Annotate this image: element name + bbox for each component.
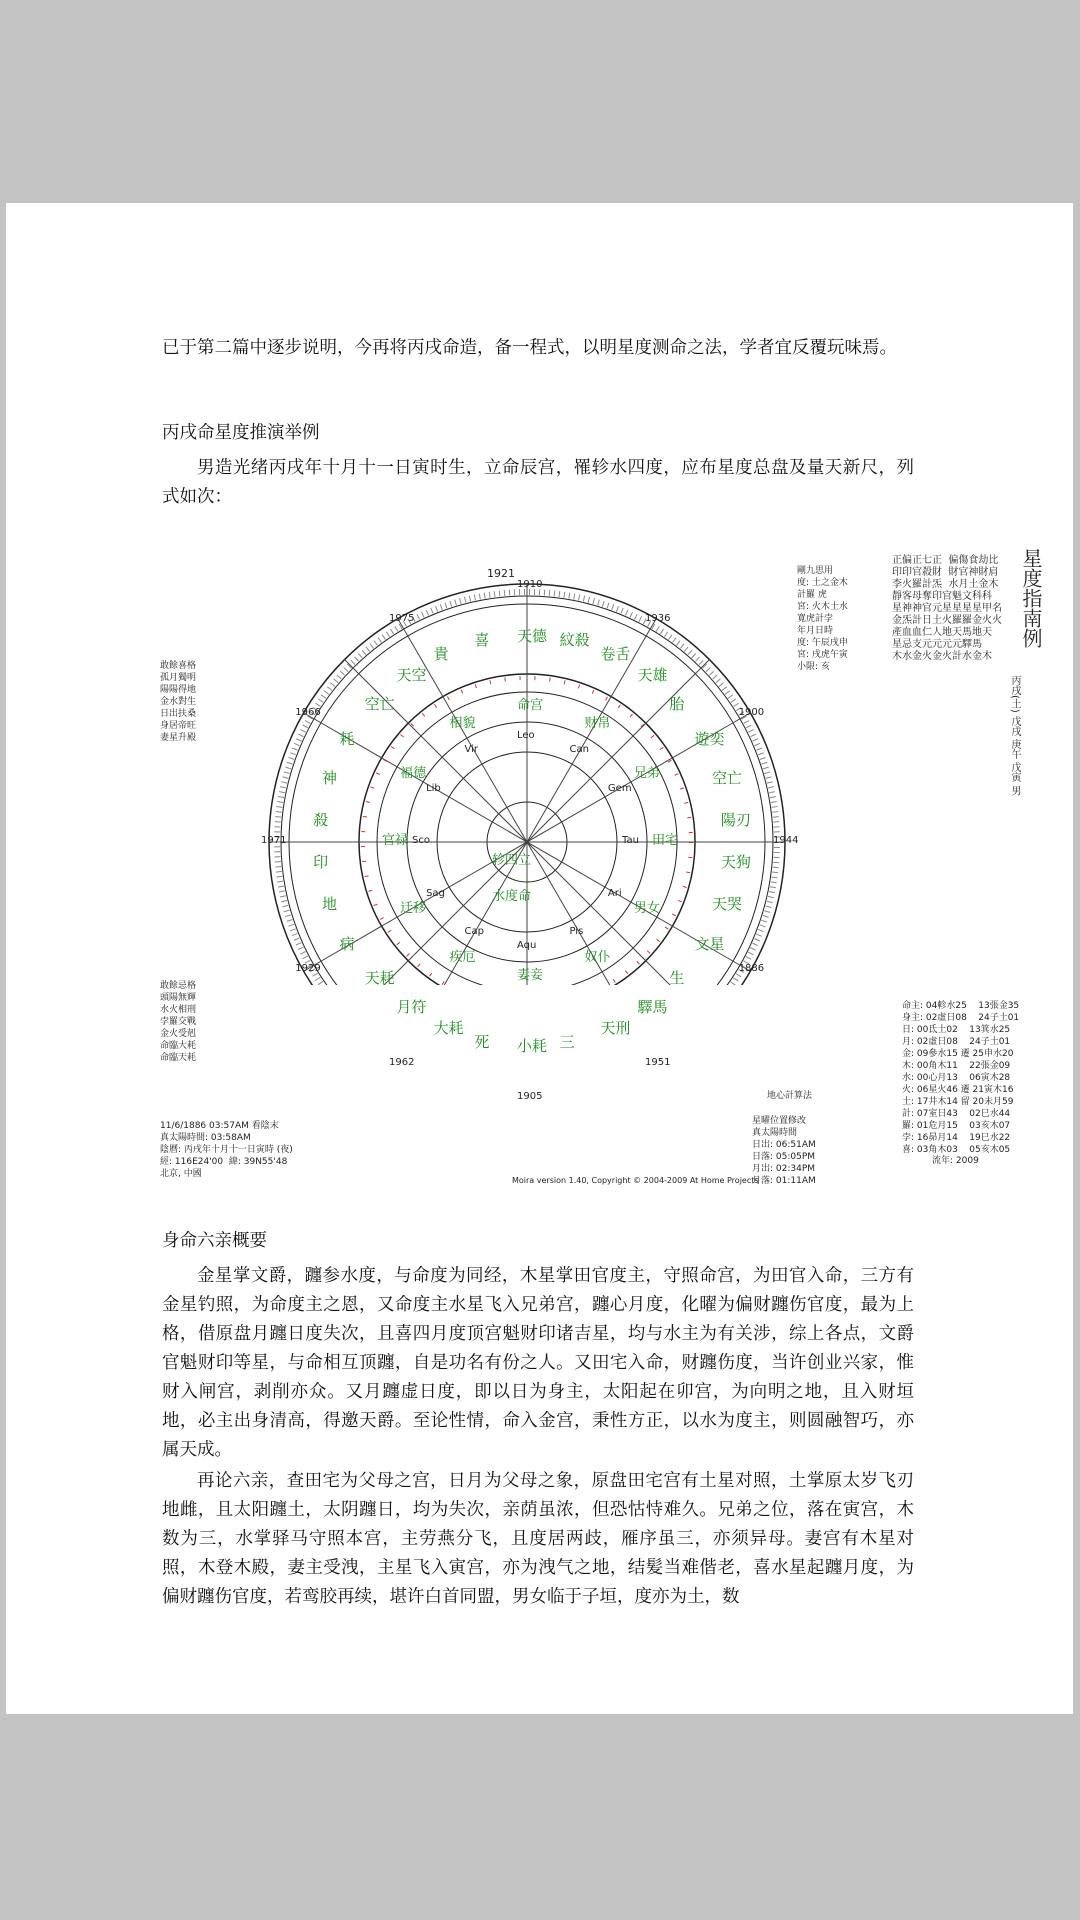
star-label: 小耗 — [517, 1037, 548, 1055]
star-label: 遊奕 — [694, 729, 725, 748]
star-label: 卷舌 — [600, 644, 631, 663]
sign-label: Sco — [412, 835, 430, 846]
star-label: 天耗 — [364, 969, 395, 988]
star-label: 耗 — [339, 729, 355, 748]
house-label: 兄弟 — [633, 765, 660, 781]
house-label: 妻妾 — [517, 968, 544, 983]
sign-label: Can — [569, 744, 589, 756]
house-label: 迁移 — [400, 900, 427, 916]
year-tick-label: 1962 — [389, 1056, 415, 1068]
left-notes-bad: 敢餘忌格 頭陽無輝 水火相刑 孛羅交戰 金火受剋 命臨大耗 命臨天耗 — [160, 981, 197, 1063]
section2-block — [162, 1227, 914, 1612]
star-label: 月符 — [396, 997, 427, 1016]
star-label: 天刑 — [600, 1019, 631, 1038]
year-tick-label: 1936 — [645, 613, 671, 625]
star-label: 文星 — [694, 934, 725, 953]
intro-paragraph: 已于第二篇中逐步说明，今再将丙戌命造，备一程式，以明星度测命之法，学者宜反覆玩味焉。 — [162, 338, 897, 358]
house-label: 疾厄 — [449, 949, 476, 965]
sign-label: Lib — [426, 782, 441, 794]
credit-line: Moira version 1.40, Copyright © 2004-2009 At Home Projects — [512, 1176, 759, 1185]
house-label: 田宅 — [652, 833, 679, 848]
sign-label: Tau — [622, 835, 639, 846]
star-label: 喜 — [474, 631, 490, 650]
earth-calc: 地心計算法 — [767, 1091, 813, 1101]
section1-body: 男造光绪丙戌年十月十一日寅时生，立命辰宫，罹轸水四度，应布星度总盘及量天新尺，列式如次： — [162, 458, 914, 507]
house-label: 奴仆 — [584, 949, 611, 965]
star-label: 胎 — [669, 694, 685, 713]
sun-moon-times: 星曜位置修改 真太陽時間 日出: 06:51AM 日落: 05:05PM 月出: 02:34PM 月落: 01:11AM — [752, 1116, 816, 1186]
sign-label: Cap — [464, 925, 484, 937]
house-label: 福德 — [400, 765, 427, 781]
star-label: 空亡 — [364, 694, 395, 713]
house-label: 男女 — [633, 900, 660, 916]
star-label: 天雄 — [637, 666, 668, 685]
house-label: 财帛 — [584, 716, 611, 732]
sign-label: Vir — [464, 744, 479, 756]
year-tick-label: 1886 — [738, 963, 765, 974]
year-tick-label: 1905 — [517, 1091, 543, 1102]
star-label: 生 — [669, 969, 685, 988]
section1-title: 丙戌命星度推演举例 — [162, 423, 320, 443]
star-label: 天空 — [396, 666, 427, 685]
year-label: 流年: 2009 — [932, 1156, 979, 1166]
house-label: 命宫 — [517, 698, 544, 713]
section2-paragraph-1: 金星掌文爵，躔参水度，与命度为同经，木星掌田官度主，守照命宫，为田官入命，三方有金星钓照，为命度主之恩，又命度主水星飞入兄弟宫，躔心月度，化曜为偏财躔伤官度，最为上格，借原盘月躔日度失次，且喜四月度顶宫魁财印诸吉星，均与水主为有关涉，综上各点，文爵官魁财印等星，与命相互顶躔，自是功名有份之人。又田宅入命，财躔伤度，当许创业兴家，惟财入闸宫，剥削亦众。又月躔虚日度，即以日为身主，太阳起在卯宫，为向明之地，且入财垣地，必主出身清高，得邀天爵。至论性情，命入金宫，秉性方正，以水为度主，则圆融智巧，亦属天成。 — [162, 1266, 914, 1460]
star-chart — [160, 355, 1062, 1186]
star-columns: 正偏正七正 偏傷食劫比 印印官殺財 財官神財肩 李火羅計炁 水月土金木 靜客母奪印官魁文科科 星神神官元星星星星甲名 金炁計日土火羅羅金火火 產血血仁人地天馬地天 星忌支元元元元驛馬 木水金火金火計水金木 — [892, 555, 1002, 662]
year-top: 1921 — [487, 567, 515, 580]
star-label: 天德 — [517, 627, 548, 645]
star-label: 殺 — [313, 810, 329, 829]
star-label: 神 — [322, 768, 338, 787]
year-tick-label: 1975 — [389, 613, 415, 625]
center-label-2: 水度命 — [492, 889, 532, 904]
star-label: 空亡 — [711, 768, 742, 787]
star-label: 貴 — [433, 644, 449, 663]
star-label: 死 — [474, 1032, 490, 1051]
planet-positions: 命主: 04軫水25 13張金35 身主: 02虛日08 24子土01 日: 00氐土02 13箕水25 月: 02虛日08 24子土01 金: 09參水15 遷 25申水20 木: 00角木11 22張金09 水: 00心月13 06寅木28 火: 06星火46 遷 21寅木16 土: 17井木14 留 20未月59 計: 07室日43 02巳水44 羅: 01危月15 03亥木07 孛: 16昴月14 19巳水22 喜: 03角木03 05亥木05 — [902, 1001, 1020, 1155]
ganzhi: 丙戌(土) 戊戌 庚午 戊寅 男 — [1009, 675, 1020, 796]
sign-label: Ari — [607, 887, 622, 899]
center-label-1: 轸四立 — [492, 853, 532, 868]
year-tick-label: 1966 — [295, 707, 321, 718]
star-label: 陽刃 — [720, 810, 751, 829]
year-tick-label: 1910 — [517, 579, 543, 590]
section2-paragraph-2: 再论六亲，查田宅为父母之宫，日月为父母之象，原盘田宅宫有土星对照，土掌原太岁飞刃地雌，且太阳躔土，太阴躔日，均为失次，亲荫虽浓，但恐怙恃难久。兄弟之位，落在寅宫，木数为三，水掌驿马守照本宫，主劳燕分飞，且度居两歧，雁序虽三，亦须异母。妻宫有木星对照，木登木殿，妻主受洩，主星飞入寅宫，亦为洩气之地，结髪当难偕老，喜水星起躔月度，为偏财躔伤官度，若鸾胶再续，堪许白首同盟，男女临于子垣，度亦为土，数 — [162, 1471, 914, 1607]
year-tick-label: 1971 — [261, 835, 287, 846]
year-tick-label: 1944 — [773, 835, 799, 846]
year-tick-label: 1900 — [738, 707, 765, 718]
center-label — [492, 831, 531, 927]
top-right-info: 剛九思用 度: 土之金木 計羅 虎 宮: 火木土水 寬虎計孛 年月日時 度: 午辰戌申 宮: 戌虎午寅 小限: 亥 — [797, 566, 848, 672]
house-label: 官禄 — [382, 833, 409, 848]
birth-info: 11/6/1886 03:57AM 看陰末 真太陽時間: 03:58AM 陰曆: 丙戌年十月十一日寅時 (夜) 經: 116E24'00 緯: 39N55'48 北京, 中國 — [160, 1121, 293, 1179]
star-label: 紋殺 — [559, 631, 590, 650]
sign-label: Gem — [607, 782, 632, 794]
side-title: 星度指南例 — [1019, 548, 1043, 648]
sign-label: Pis — [569, 925, 584, 937]
star-label: 驛馬 — [637, 997, 668, 1016]
star-label: 天哭 — [711, 895, 742, 914]
left-notes-good: 敢餘喜格 孤月獨明 陽陽得地 金水對生 日出扶桑 身居帝旺 妻星升殿 — [160, 661, 197, 743]
year-tick-label: 1929 — [295, 963, 321, 974]
star-label: 地 — [322, 895, 338, 914]
house-label: 相貌 — [449, 716, 476, 732]
sign-label: Aqu — [517, 940, 537, 951]
star-label: 印 — [313, 853, 329, 872]
star-label: 病 — [339, 934, 355, 953]
sign-label: Sag — [426, 887, 445, 899]
star-label: 天狗 — [720, 853, 751, 872]
year-tick-label: 1951 — [645, 1056, 671, 1068]
star-label: 大耗 — [433, 1019, 464, 1038]
star-label: 三 — [559, 1032, 575, 1051]
section2-title: 身命六亲概要 — [162, 1231, 267, 1251]
sign-label: Leo — [517, 730, 535, 741]
